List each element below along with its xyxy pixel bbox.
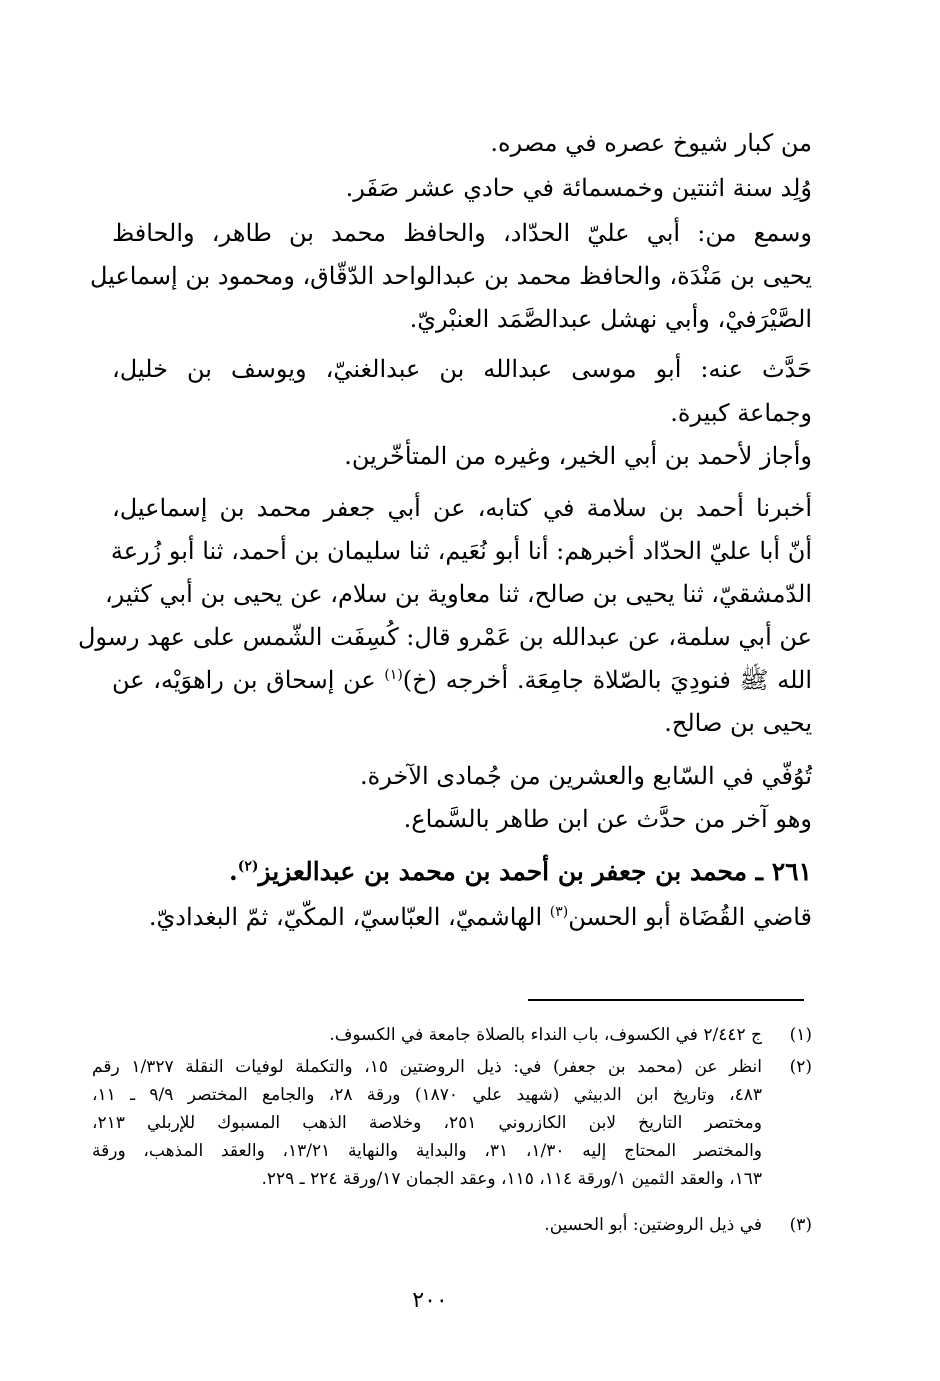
text-line: وُلِد سنة اثنتين وخمسمائة في حادي عشر صَفَر.	[345, 174, 812, 202]
footnote-number: (٢)	[789, 1057, 812, 1077]
footnote-number: (١)	[789, 1025, 812, 1045]
footnote-text: ج ٢/٤٤٢ في الكسوف، باب النداء بالصلاة جامعة في الكسوف.	[329, 1025, 762, 1045]
text-line: يحيى بن مَنْدَة، والحافظ محمد بن عبدالواحد الدّقّاق، ومحمود بن إسماعيل	[90, 262, 812, 290]
lineage-tail: الهاشميّ، العبّاسيّ، المكّيّ، ثمّ البغداديّ.	[148, 903, 550, 931]
footnote-2	[92, 1055, 812, 1081]
text-line: وهو آخر من حدَّث عن ابن طاهر بالسَّماع.	[403, 805, 812, 833]
lineage-text: قاضي القُضَاة أبو الحسن	[568, 903, 812, 931]
text-line: تُوُفّي في السّابع والعشرين من جُمادى الآخرة.	[360, 762, 812, 790]
text-line: الصَّيْرَفيْ، وأبي نهشل عبدالصَّمَد العنبْريّ.	[409, 305, 812, 333]
text-line: وجماعة كبيرة.	[670, 399, 812, 427]
footnote-1	[92, 1023, 812, 1049]
hadith-source-tail: عن إسحاق بن راهوَيْه، عن	[112, 666, 385, 694]
footnote-2-line	[92, 1083, 812, 1109]
footnote-ref-2[interactable]: (٢)	[237, 858, 259, 875]
text-line: عن أبي سلمة، عن عبدالله بن عَمْرو قال: كُسِفَت الشّمس على عهد رسول	[77, 623, 812, 651]
footnote-3	[92, 1213, 812, 1239]
text-line: وأجاز لأحمد بن أبي الخير، وغيره من المتأخّرين.	[344, 442, 812, 470]
footnote-text: في ذيل الروضتين: أبو الحسين.	[544, 1215, 762, 1235]
footnote-2-line	[92, 1167, 812, 1193]
footnote-text: انظر عن (محمد بن جعفر) في: ذيل الروضتين ١٥، والتكملة لوفيات النقلة ١/٣٢٧ رقم	[92, 1057, 762, 1077]
footnote-number: (٣)	[789, 1215, 812, 1235]
text-line: وسمع من: أبي عليّ الحدّاد، والحافظ محمد بن طاهر، والحافظ	[112, 219, 812, 247]
hadith-source-text: الله ﷺ فنودِيَ بالصّلاة جامِعَة. أخرجه (خ)	[402, 666, 812, 694]
hadith-source-line	[112, 665, 812, 701]
footnote-text: ومختصر التاريخ لابن الكازروني ٢٥١، وخلاصة الذهب المسبوك للإربلي ٢١٣،	[92, 1113, 762, 1133]
footnote-text: ١٦٣، والعقد الثمين ١/ورقة ١١٤، ١١٥، وعقد الجمان ١٧/ورقة ٢٢٤ ـ ٢٢٩.	[261, 1169, 762, 1189]
footnote-divider	[528, 999, 804, 1001]
biography-heading-text: ٢٦١ ـ محمد بن جعفر بن أحمد بن محمد بن عبدالعزيز	[258, 857, 812, 886]
footnote-ref-1[interactable]: (١)	[384, 667, 403, 683]
footnote-text: والمختصر المحتاج إليه ١/٣٠، ٣١، والبداية والنهاية ١٣/٢١، والعقد المذهب، ورقة	[92, 1141, 762, 1161]
footnote-text: ٤٨٣، وتاريخ ابن الدبيثي (شهيد علي ١٨٧٠) ورقة ٢٨، والجامع المختصر ٩/٩ ـ ١١،	[92, 1085, 762, 1105]
text-line: يحيى بن صالح.	[664, 709, 812, 737]
footnote-ref-3[interactable]: (٣)	[549, 904, 569, 920]
text-line: أنّ أبا عليّ الحدّاد أخبرهم: أنا أبو نُعَيم، ثنا سليمان بن أحمد، ثنا أبو زُرعة	[110, 537, 812, 565]
footnote-2-line	[92, 1111, 812, 1137]
biography-heading	[112, 857, 812, 893]
text-line: الدّمشقيّ، ثنا يحيى بن صالح، ثنا معاوية بن سلام، عن يحيى بن أبي كثير،	[104, 580, 812, 608]
lineage-line	[112, 902, 812, 938]
footnote-2-line	[92, 1139, 812, 1165]
text-line: من كبار شيوخ عصره في مصره.	[490, 129, 812, 157]
biography-heading-tail: .	[228, 857, 238, 886]
page-number: ٢٠٠	[412, 1288, 448, 1313]
text-line: أخبرنا أحمد بن سلامة في كتابه، عن أبي جعفر محمد بن إسماعيل،	[112, 494, 812, 522]
text-line: حَدَّث عنه: أبو موسى عبدالله بن عبدالغنيّ، ويوسف بن خليل،	[112, 355, 812, 383]
